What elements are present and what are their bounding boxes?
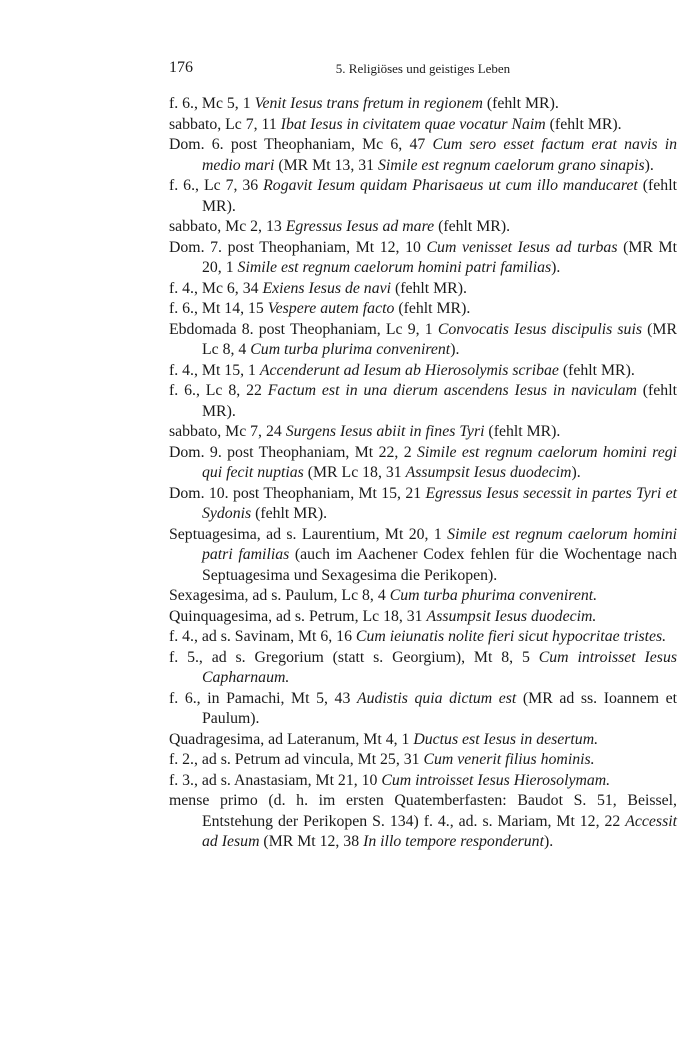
pericope-entry: mense primo (d. h. im ersten Quatemberfasten: Baudot S. 51, Beissel, Entstehung der Perikopen S. 134) f. 4., ad. s. Mariam, Mt 12, 22 Accessit ad Iesum (MR Mt 12, 38 In illo tempore responderunt). (169, 792, 677, 850)
pericope-entry: f. 6., Mc 5, 1 Venit Iesus trans fretum in regionem (fehlt MR). (169, 95, 559, 112)
pericope-entry: Dom. 6. post Theophaniam, Mc 6, 47 Cum sero esset factum erat navis in medio mari (MR Mt 13, 31 Simile est regnum caelorum grano sinapis). (169, 136, 678, 174)
pericope-entry: f. 2., ad s. Petrum ad vincula, Mt 25, 31 Cum venerit filius hominis. (169, 751, 595, 768)
pericope-entry: f. 5., ad s. Gregorium (statt s. Georgium), Mt 8, 5 Cum introisset Iesus Capharnaum. (169, 648, 678, 686)
pericope-entry: f. 6., Lc 8, 22 Factum est in una dierum ascendens Iesus in naviculam (fehlt MR). (169, 382, 677, 420)
pericope-entry: f. 4., Mc 6, 34 Exiens Iesus de navi (fehlt MR). (169, 279, 467, 297)
pericope-list (169, 94, 677, 853)
pericope-entry: Quinquagesima, ad s. Petrum, Lc 18, 31 Assumpsit Iesus duodecim. (169, 607, 597, 625)
pericope-entry: sabbato, Mc 7, 24 Surgens Iesus abiit in fines Tyri (fehlt MR). (169, 423, 561, 440)
pericope-entry: f. 4., ad s. Savinam, Mt 6, 16 Cum ieiunatis nolite fieri sicut hypocritae tristes. (169, 628, 667, 645)
pericope-entry: Quadragesima, ad Lateranum, Mt 4, 1 Ductus est Iesus in desertum. (169, 730, 599, 748)
pericope-entry: Dom. 10. post Theophaniam, Mt 15, 21 Egressus Iesus secessit in partes Tyri et Sydonis (fehlt MR). (169, 484, 678, 522)
pericope-entry: Sexagesima, ad s. Paulum, Lc 8, 4 Cum turba phurima convenirent. (169, 587, 598, 604)
pericope-entry: f. 6., Lc 7, 36 Rogavit Iesum quidam Pharisaeus ut cum illo manducaret (fehlt MR). (169, 177, 677, 215)
page-header (169, 59, 677, 85)
pericope-entry: sabbato, Lc 7, 11 Ibat Iesus in civitatem quae vocatur Naim (fehlt MR). (169, 115, 622, 133)
pericope-entry: f. 4., Mt 15, 1 Accenderunt ad Iesum ab Hierosolymis scribae (fehlt MR). (169, 361, 635, 379)
pericope-entry: sabbato, Mc 2, 13 Egressus Iesus ad mare (fehlt MR). (169, 218, 511, 235)
pericope-entry: Ebdomada 8. post Theophaniam, Lc 9, 1 Convocatis Iesus discipulis suis (MR Lc 8, 4 Cum turba plurima convenirent). (169, 320, 678, 358)
running-head: 5. Religiöses und geistiges Leben (335, 61, 511, 76)
pericope-entry: f. 6., Mt 14, 15 Vespere autem facto (fehlt MR). (169, 300, 471, 317)
page-number: 176 (169, 59, 193, 76)
pericope-entry: Septuagesima, ad s. Laurentium, Mt 20, 1 Simile est regnum caelorum homini patri familias (auch im Aachener Codex fehlen für die Wochentage nach Septuagesima und Sexagesima die Perikopen). (169, 525, 677, 584)
pericope-entry: f. 3., ad s. Anastasiam, Mt 21, 10 Cum introisset Iesus Hierosolymam. (169, 771, 611, 789)
pericope-entry: Dom. 9. post Theophaniam, Mt 22, 2 Simile est regnum caelorum homini regi qui fecit nuptias (MR Lc 18, 31 Assumpsit Iesus duodecim). (169, 443, 677, 481)
pericope-entry: f. 6., in Pamachi, Mt 5, 43 Audistis quia dictum est (MR ad ss. Ioannem et Paulum). (169, 689, 677, 727)
pericope-entry: Dom. 7. post Theophaniam, Mt 12, 10 Cum venisset Iesus ad turbas (MR Mt 20, 1 Simile est regnum caelorum homini patri familias). (169, 238, 677, 276)
